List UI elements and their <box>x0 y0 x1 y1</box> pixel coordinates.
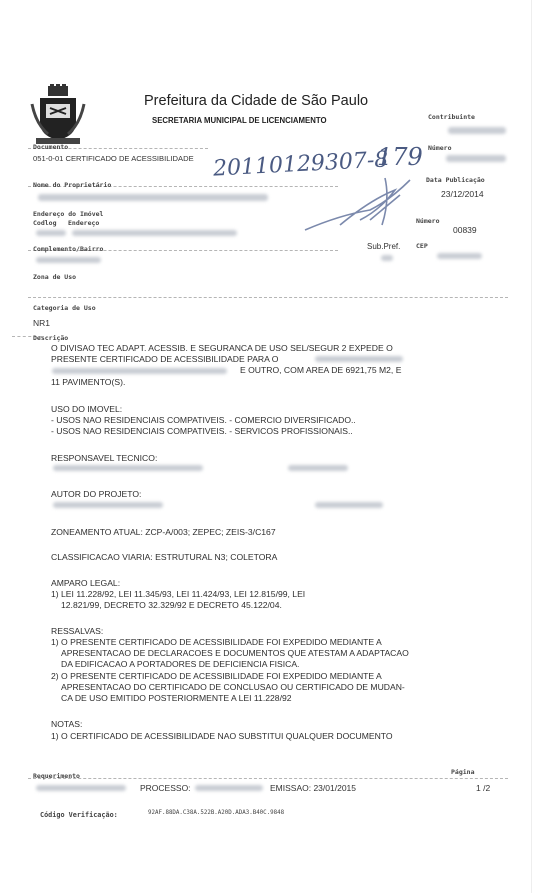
org-title: Prefeitura da Cidade de São Paulo <box>144 93 369 109</box>
contribuinte-redacted <box>448 127 506 134</box>
proprietario-redacted <box>38 194 268 201</box>
requerimento-label: Requerimento <box>33 772 80 780</box>
responsavel-redacted-2 <box>288 465 348 471</box>
uso-line-2: - USOS NAO RESIDENCIAIS COMPATIVEIS. - SERVICOS PROFISSIONAIS.. <box>51 426 353 436</box>
codlog-redacted <box>36 230 66 236</box>
ressalva-1b: APRESENTACAO DE DECLARACOES E DOCUMENTOS QUE ATESTAM A ADAPTACAO <box>61 648 409 658</box>
uso-title: USO DO IMOVEL: <box>51 404 123 414</box>
processo-redacted <box>195 785 263 791</box>
categoria-label: Categoria de Uso <box>33 304 96 312</box>
divider <box>28 778 508 779</box>
data-publicacao-label: Data Publicação <box>426 176 485 184</box>
coat-of-arms-logo <box>30 84 86 146</box>
ressalva-1c: DA EDIFICACAO A PORTADORES DE DEFICIENCIA FISICA. <box>61 659 300 669</box>
complemento-label: Complemento/Bairro <box>33 245 104 253</box>
amparo-line-1: 1) LEI 11.228/92, LEI 11.345/93, LEI 11.424/93, LEI 12.815/99, LEI <box>51 589 306 599</box>
divider <box>28 297 508 298</box>
notas-title: NOTAS: <box>51 719 83 729</box>
uso-line-1: - USOS NAO RESIDENCIAIS COMPATIVEIS. - COMERCIO DIVERSIFICADO.. <box>51 415 356 425</box>
descricao-label: Descrição <box>33 334 69 342</box>
responsavel-redacted <box>53 465 203 471</box>
scan-edge <box>531 0 532 893</box>
pagina-label: Página <box>451 768 475 776</box>
pagina-value: 1 /2 <box>476 783 491 793</box>
numero2-value: 00839 <box>453 225 477 235</box>
desc-redacted-2 <box>52 368 227 374</box>
endereco-label: Endereço do Imóvel <box>33 210 104 218</box>
zona-label: Zona de Uso <box>33 273 77 281</box>
documento-label: Documento <box>33 143 69 151</box>
amparo-title: AMPARO LEGAL: <box>51 578 121 588</box>
cep-redacted <box>437 253 482 259</box>
categoria-value: NR1 <box>33 318 51 328</box>
contribuinte-label: Contribuinte <box>428 113 475 121</box>
ressalvas-title: RESSALVAS: <box>51 626 104 636</box>
handwritten-annotation: 179 <box>377 143 423 171</box>
autor-title: AUTOR DO PROJETO: <box>51 489 142 499</box>
handwritten-number: 20110129307-8 <box>212 147 389 182</box>
endereco-sub-label: Endereço <box>68 219 100 227</box>
autor-redacted <box>53 502 163 508</box>
proprietario-label: Nome do Proprietário <box>33 181 112 189</box>
numero-label: Número <box>428 144 452 152</box>
complemento-redacted <box>36 257 101 263</box>
documento-value: 051-0-01 CERTIFICADO DE ACESSIBILIDADE <box>33 154 194 163</box>
subpref-redacted <box>381 255 393 261</box>
processo-label: PROCESSO: <box>140 783 191 793</box>
codigo-label: Código Verificação: <box>40 811 118 819</box>
desc-redacted-1 <box>315 356 403 362</box>
desc-line-3: E OUTRO, COM AREA DE 6921,75 M2, E <box>240 365 402 375</box>
data-publicacao-value: 23/12/2014 <box>441 189 484 199</box>
ressalva-2b: APRESENTACAO DO CERTIFICADO DE CONCLUSAO OU CERTIFICADO DE MUDAN- <box>61 682 405 692</box>
desc-line-4: 11 PAVIMENTO(S). <box>51 377 126 387</box>
numero2-label: Número <box>416 217 440 225</box>
signature <box>300 170 420 240</box>
desc-line-2: PRESENTE CERTIFICADO DE ACESSIBILIDADE PARA O <box>51 354 279 364</box>
emissao: EMISSAO: 23/01/2015 <box>270 783 356 793</box>
subpref-label: Sub.Pref. <box>367 242 401 251</box>
endereco-redacted <box>72 230 237 236</box>
ressalva-2c: CA DE USO EMITIDO POSTERIORMENTE A LEI 11.228/92 <box>61 693 292 703</box>
codlog-label: Codlog <box>33 219 57 227</box>
ressalva-1a: 1) O PRESENTE CERTIFICADO DE ACESSIBILIDADE FOI EXPEDIDO MEDIANTE A <box>51 637 382 647</box>
dept-title: SECRETARIA MUNICIPAL DE LICENCIAMENTO <box>152 116 327 125</box>
classificacao: CLASSIFICACAO VIARIA: ESTRUTURAL N3; COLETORA <box>51 552 278 562</box>
numero-redacted <box>446 155 506 162</box>
autor-redacted-2 <box>315 502 383 508</box>
amparo-line-2: 12.821/99, DECRETO 32.329/92 E DECRETO 45.122/04. <box>61 600 282 610</box>
zoneamento: ZONEAMENTO ATUAL: ZCP-A/003; ZEPEC; ZEIS-3/C167 <box>51 527 276 537</box>
notas-line-1: 1) O CERTIFICADO DE ACESSIBILIDADE NAO SUBSTITUI QUALQUER DOCUMENTO <box>51 731 393 741</box>
cep-label: CEP <box>416 242 428 250</box>
desc-line-1: O DIVISAO TEC ADAPT. ACESSIB. E SEGURANCA DE USO SEL/SEGUR 2 EXPEDE O <box>51 343 393 353</box>
codigo-value: 92AF.88DA.C38A.522B.A20D.ADA3.B40C.9848 <box>148 810 285 816</box>
requerimento-redacted <box>36 785 126 791</box>
ressalva-2a: 2) O PRESENTE CERTIFICADO DE ACESSIBILIDADE FOI EXPEDIDO MEDIANTE A <box>51 671 382 681</box>
responsavel-title: RESPONSAVEL TECNICO: <box>51 453 158 463</box>
